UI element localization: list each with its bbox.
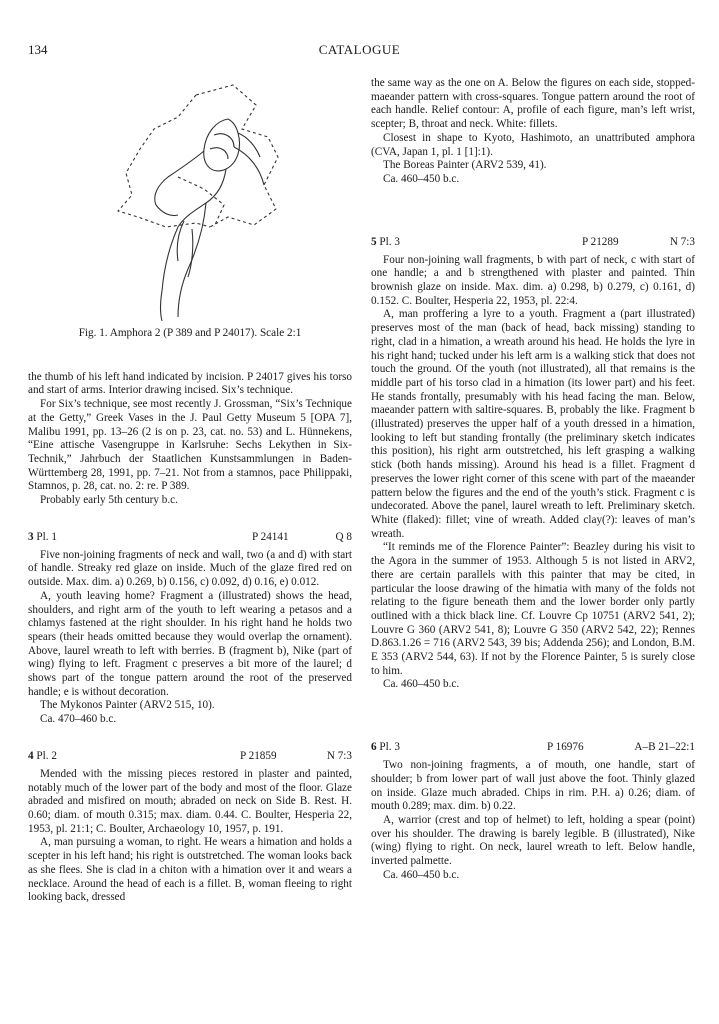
attribution: The Mykonos Painter (ARV2 515, 10).	[40, 699, 215, 712]
entry-number: 4	[28, 749, 34, 762]
grid-reference: N 7:3	[326, 749, 352, 762]
entry-number: 6	[371, 741, 377, 754]
catalogue-entry-5	[371, 227, 695, 693]
plate-reference: Pl. 1	[36, 530, 57, 543]
figure-amphora-drawing	[28, 77, 352, 321]
running-header	[28, 42, 691, 60]
running-title: CATALOGUE	[318, 42, 401, 57]
date: Ca. 460–450 b.c.	[383, 678, 460, 691]
entry-heading	[28, 741, 352, 765]
catalogue-entry-4	[28, 741, 352, 905]
entry-heading	[28, 522, 352, 546]
paragraph: the same way as the one on A. Below the figures on each side, stopped-maeander pattern with cross-squares. Tongue pattern around the root of each handle. Relief contour: A, profile of each figure, man’s left wrist, scepter; B, throat and neck. White: fillets.	[371, 77, 695, 131]
attribution: The Boreas Painter (ARV2 539, 41).	[383, 159, 547, 172]
grid-reference: A–B 21–22:1	[634, 741, 695, 754]
paragraph: For Six’s technique, see most recently J. Grossman, “Six’s Technique at the Getty,” Greek Vases in the J. Paul Getty Museum 5 [OPA 7], Malibu 1991, pp. 13–26 (2 is on p. 23, cat. no. 53) and L. Hünnekens, “Eine attische Vasengruppe in Karlsruhe: Sechs Lekythen in Six-Technik,” Jahrbuch der Staatlichen Kunstsammlungen in Baden-Württemberg 28, 1991, pp. 7–21. Not from a stamnos, pace Philippaki, Stamnos, p. 28, cat. no. 2: re. P 389.	[28, 398, 352, 493]
date: Ca. 460–450 b.c.	[383, 868, 460, 881]
inventory-number: P 21859	[240, 749, 277, 762]
right-column	[371, 77, 695, 882]
plate-reference: Pl. 2	[36, 749, 57, 762]
paragraph: Probably early 5th century b.c.	[40, 494, 178, 507]
spacer	[371, 187, 695, 213]
date: Ca. 460–450 b.c.	[383, 172, 460, 185]
entry-heading	[371, 732, 695, 756]
paragraph: A, man proffering a lyre to a youth. Fragment a (part illustrated) preserves most of the man (back of head, back missing) standing to right, clad in a himation, a wreath around his head. He holds the lyre in his right hand; tucked under his left arm is a walking stick that does not touch the ground. Of the youth (not illustrated), all that remains is the middle part of his torso clad in a himation (its lower part) and his feet. He stands frontally, presumably with his head facing the man. Below, maeander pattern with saltire-squares. B, probably the like. Fragment b (illustrated) preserves the upper half of a youth dressed in a himation, looking to left but standing frontally (the preliminary sketch indicates this position), his right arm outstretched, his left grasping a walking stick (both hands missing). Around his head is a fillet. Fragment d preserves the lower right corner of this scene with part of the maeander pattern below the figures and the end of the youth’s stick. Fragment c is undecorated. Above the panel, laurel wreath to left. Preliminary sketch. White (flaked): fillet; vine of wreath. Added clay(?): leaves of man’s wreath.	[371, 308, 695, 540]
grid-reference: N 7:3	[669, 235, 695, 248]
catalogue-entry-3	[28, 522, 352, 727]
grid-reference: Q 8	[335, 530, 352, 543]
catalogue-entry-6	[371, 732, 695, 882]
left-column	[28, 77, 352, 905]
paragraph: A, youth leaving home? Fragment a (illustrated) shows the head, shoulders, and right arm of the youth to left wearing a petasos and a chlamys fastened at the right shoulder. In his right hand he holds two spears (their heads omitted because they would overlap the ornament). Above, laurel wreath to left with berries. B (fragment b), Nike (part of wing) flying to left. Fragment c preserves a bit more of the laurel; d shows part of the tongue pattern around the root of the preserved handle; e is without decoration.	[28, 589, 352, 698]
entry-number: 3	[28, 530, 34, 543]
paragraph: Two non-joining fragments, a of mouth, one handle, start of shoulder; b from lower part of wall just above the foot. Thinly glazed on inside. Glaze much abraded. Chips in rim. P.H. a) 0.26; diam. of mouth 0.289; max. dim. b) 0.22.	[371, 759, 695, 813]
paragraph: Mended with the missing pieces restored in plaster and painted, notably much of the lower part of the body and most of the floor. Glaze abraded and misfired on mouth; abraded on neck on Side B. Rest. H. 0.60; diam. of mouth 0.315; max. diam. 0.44. C. Boulter, Hesperia 22, 1953, pl. 21:1; C. Boulter, Archaeology 10, 1957, p. 191.	[28, 767, 352, 835]
figure-caption: Fig. 1. Amphora 2 (P 389 and P 24017). Scale 2:1	[78, 327, 302, 339]
inventory-number: P 24141	[252, 530, 289, 543]
entry-number: 5	[371, 235, 377, 248]
paragraph: Four non-joining wall fragments, b with part of neck, c with start of one handle; a and b strengthened with plaster and painted. Thin brownish glaze on inside. Max. dim. a) 0.298, b) 0.279, c) 0.161, d) 0.152. C. Boulter, Hesperia 22, 1953, pl. 22:4.	[371, 253, 695, 307]
plate-reference: Pl. 3	[379, 741, 400, 754]
paragraph: Closest in shape to Kyoto, Hashimoto, an unattributed amphora (CVA, Japan 1, pl. 1 [1]:1).	[371, 131, 695, 158]
plate-reference: Pl. 3	[379, 235, 400, 248]
page-number: 134	[28, 42, 48, 57]
paragraph: Five non-joining fragments of neck and wall, two (a and d) with start of handle. Streaky red glaze on inside. Much of the glaze fired red on outside. Max. dim. a) 0.269, b) 0.156, c) 0.092, d) 0.16, e) 0.012.	[28, 548, 352, 589]
inventory-number: P 16976	[547, 741, 584, 754]
inventory-number: P 21289	[582, 235, 619, 248]
paragraph: A, warrior (crest and top of helmet) to left, holding a spear (point) over his shoulder. The drawing is barely legible. B (illustrated), Nike (wing) flying to right. On neck, laurel wreath to left. Below handle, inverted palmette.	[371, 813, 695, 868]
spacer	[371, 692, 695, 718]
paragraph: the thumb of his left hand indicated by incision. P 24017 gives his torso and start of arms. Interior drawing incised. Six’s technique.	[28, 370, 352, 397]
paragraph: A, man pursuing a woman, to right. He wears a himation and holds a scepter in his left hand; his right is outstretched. The woman looks back as she flees. She is clad in a chiton with a himation over it and wears a necklace. Around the head of each is a fillet. B, woman fleeing to right looking back, dressed	[28, 836, 352, 904]
amphora-fragment-drawing	[28, 77, 352, 321]
entry-heading	[371, 227, 695, 251]
date: Ca. 470–460 b.c.	[40, 713, 117, 726]
paragraph: “It reminds me of the Florence Painter”: Beazley during his visit to the Agora in the summer of 1953. Although 5 is not listed in ARV2, there are certain parallels with this painter that may be cited, in particular the loose drawing of the himatia with many of the folds not relating to the figure beneath them and the lower border only partly outlined with a thick black line. Cf. Louvre Cp 10751 (ARV2 541, 2); Louvre G 360 (ARV2 541, 8); Louvre G 350 (ARV2 542, 22); Rennes D.863.1.26 = 716 (ARV2 543, 39 bis; Addenda 256); and London, B.M. E 353 (ARV2 544, 63). If not by the Florence Painter, 5 is surely close to him.	[371, 541, 695, 677]
